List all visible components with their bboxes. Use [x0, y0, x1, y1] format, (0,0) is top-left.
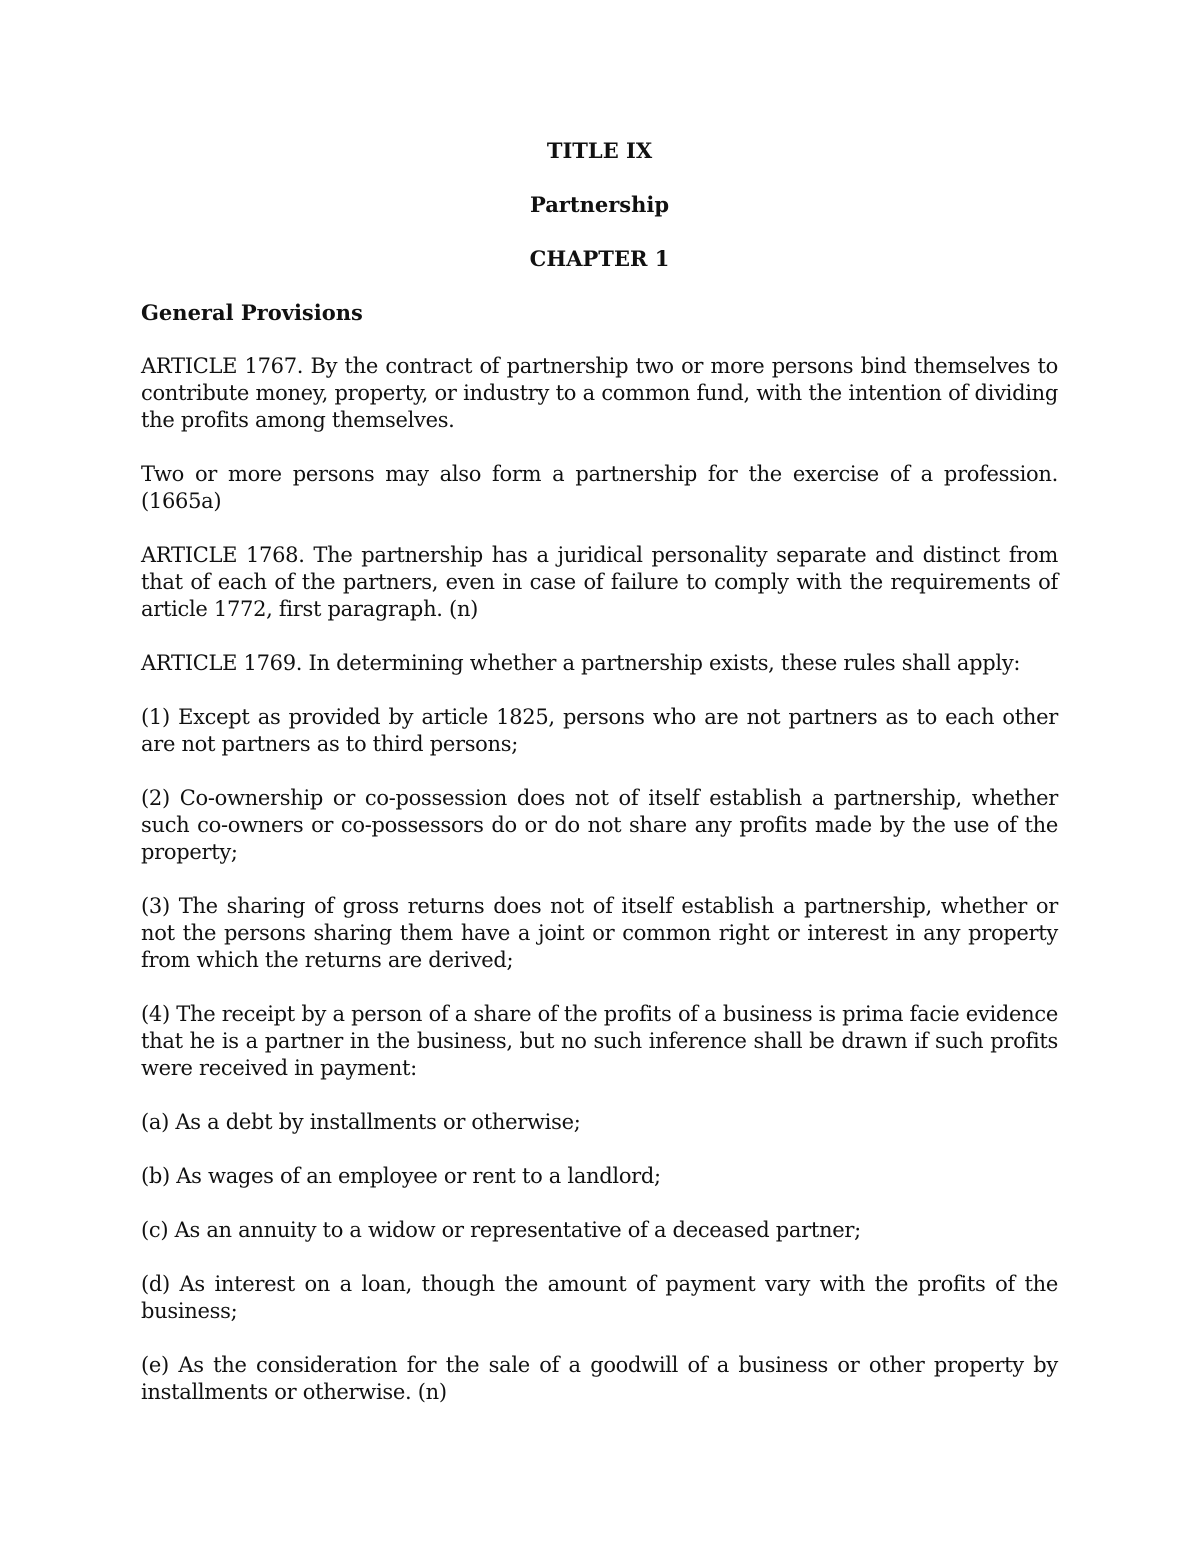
- paragraph-article-1769: ARTICLE 1769. In determining whether a partnership exists, these rules shall apply:: [141, 651, 1021, 675]
- paragraph-article-1768: ARTICLE 1768. The partnership has a juridical personality separate and distinct from that of each of the partners, even in case of failure to comply with the requirements of article 1772, first paragraph. (n): [141, 543, 1058, 621]
- subtitle-heading: Partnership: [529, 192, 670, 217]
- paragraph-rule-1: (1) Except as provided by article 1825, persons who are not partners as to each other are not partners as to third persons;: [141, 705, 1058, 756]
- paragraph-rule-4e: (e) As the consideration for the sale of a goodwill of a business or other property by installments or otherwise. (n): [141, 1353, 1058, 1404]
- paragraph-rule-4b: (b) As wages of an employee or rent to a landlord;: [141, 1164, 661, 1188]
- paragraph-rule-4c: (c) As an annuity to a widow or representative of a deceased partner;: [141, 1218, 861, 1242]
- paragraph-rule-2: (2) Co-ownership or co-possession does not of itself establish a partnership, whether such co-owners or co-possessors do or do not share any profits made by the use of the property;: [141, 786, 1058, 864]
- section-heading: General Provisions: [141, 300, 363, 325]
- chapter-heading: CHAPTER 1: [529, 246, 670, 271]
- title-heading: TITLE IX: [546, 138, 653, 163]
- paragraph-article-1767: ARTICLE 1767. By the contract of partnership two or more persons bind themselves to contribute money, property, or industry to a common fund, with the intention of dividing the profits among themselves.: [141, 354, 1058, 432]
- document-body: [141, 137, 1058, 1406]
- paragraph-rule-4a: (a) As a debt by installments or otherwise;: [141, 1110, 581, 1134]
- paragraph-rule-3: (3) The sharing of gross returns does not of itself establish a partnership, whether or not the persons sharing them have a joint or common right or interest in any property from which the returns are derived;: [141, 894, 1058, 972]
- paragraph-rule-4: (4) The receipt by a person of a share of the profits of a business is prima facie evidence that he is a partner in the business, but no such inference shall be drawn if such profits were received in payment:: [141, 1002, 1058, 1080]
- paragraph-profession: Two or more persons may also form a partnership for the exercise of a profession. (1665a): [141, 462, 1058, 513]
- paragraph-rule-4d: (d) As interest on a loan, though the amount of payment vary with the profits of the business;: [141, 1272, 1058, 1323]
